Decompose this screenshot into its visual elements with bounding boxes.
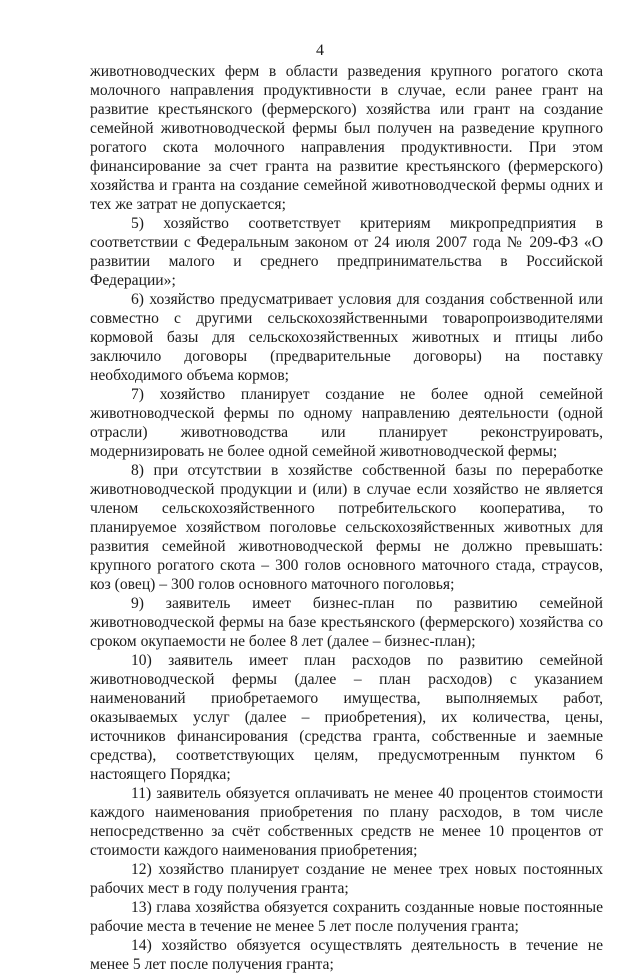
paragraph-item-6: 6) хозяйство предусматривает условия для создания собственной или совместно с другими сельскохозяйственными товаропроизводителями кормовой базы для сельскохозяйственных животных и птицы либо заключило договоры (предварительные договоры) на поставку необходимого объема кормов;	[90, 291, 603, 384]
paragraph-item-14: 14) хозяйство обязуется осуществлять деятельность в течение не менее 5 лет после получения гранта;	[90, 937, 603, 973]
paragraph-item-11: 11) заявитель обязуется оплачивать не менее 40 процентов стоимости каждого наименования приобретения по плану расходов, в том числе непосредственно за счёт собственных средств не менее 10 процентов от стоимости каждого наименования приобретения;	[90, 785, 603, 859]
paragraph-item-13: 13) глава хозяйства обязуется сохранить созданные новые постоянные рабочие места в течение не менее 5 лет после получения гранта;	[90, 899, 603, 935]
paragraph-item-5: 5) хозяйство соответствует критериям микропредприятия в соответствии с Федеральным законом от 24 июля 2007 года № 209-ФЗ «О развитии малого и среднего предпринимательства в Российской Федерации»;	[90, 215, 603, 289]
paragraph-item-9: 9) заявитель имеет бизнес-план по развитию семейной животноводческой фермы на базе крестьянского (фермерского) хозяйства со сроком окупаемости не более 8 лет (далее – бизнес-план);	[90, 595, 603, 650]
page-number: 4	[316, 42, 324, 59]
paragraph-item-8: 8) при отсутствии в хозяйстве собственной базы по переработке животноводческой продукции и (или) в случае если хозяйство не является членом сельскохозяйственного потребительского кооператива, то планируемое хозяйством поголовье сельскохозяйственных животных для развития семейной животноводческой фермы не должно превышать: крупного рогатого скота – 300 голов основного маточного стада, страусов, коз (овец) – 300 голов основного маточного поголовья;	[90, 462, 603, 593]
paragraph-continuation: животноводческих ферм в области разведения крупного рогатого скота молочного направления продуктивности в случае, если ранее грант на развитие крестьянского (фермерского) хозяйства или грант на создание семейной животноводческой фермы был получен на разведение крупного рогатого скота молочного направления продуктивности. При этом финансирование за счет гранта на развитие крестьянского (фермерского) хозяйства и гранта на создание семейной животноводческой фермы одних и тех же затрат не допускается;	[90, 63, 603, 213]
paragraph-item-7: 7) хозяйство планирует создание не более одной семейной животноводческой фермы по одному направлению деятельности (одной отрасли) животноводства или планирует реконструировать, модернизировать не более одной семейной животноводческой фермы;	[90, 386, 603, 460]
paragraph-item-10: 10) заявитель имеет план расходов по развитию семейной животноводческой фермы (далее – план расходов) с указанием наименований приобретаемого имущества, выполняемых работ, оказываемых услуг (далее – приобретения), их количества, цены, источников финансирования (средства гранта, собственные и заемные средства), соответствующих целям, предусмотренным пунктом 6 настоящего Порядка;	[90, 652, 603, 783]
paragraph-item-12: 12) хозяйство планирует создание не менее трех новых постоянных рабочих мест в году получения гранта;	[90, 861, 603, 897]
document-body	[90, 62, 603, 974]
